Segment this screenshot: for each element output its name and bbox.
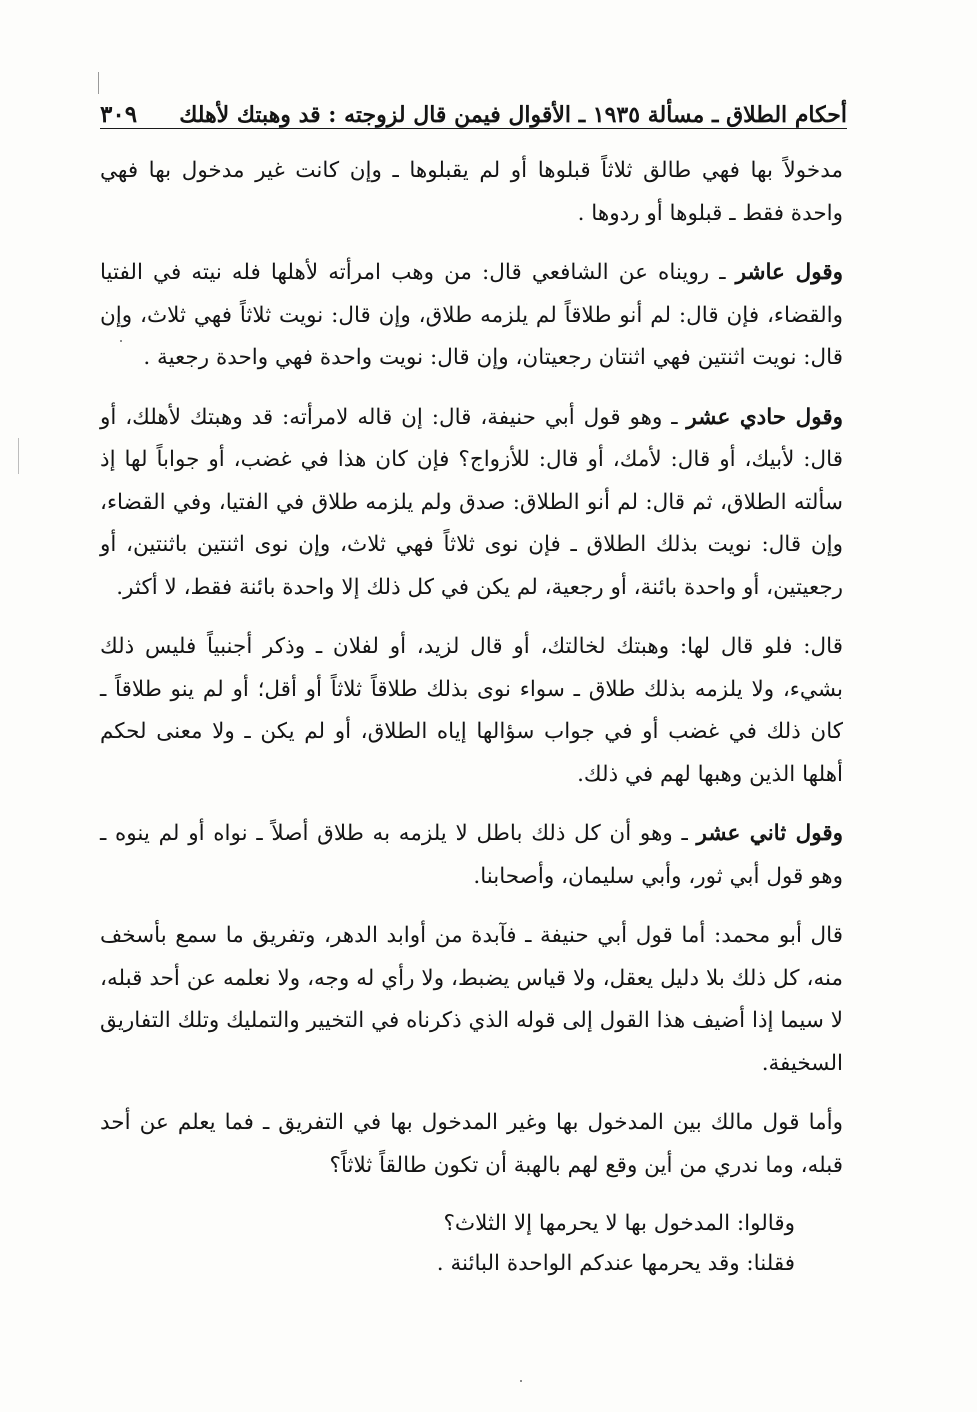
paragraph-text: قال أبو محمد: أما قول أبي حنيفة ـ فآبدة من أوابد الدهر، وتفريق ما سمع بأسخف منه، كل ذلك بلا دليل يعقل، ولا قياس يضبط، ولا رأي له وجه، ولا نعلمه عن أحد قبله، لا سيما إذا أضيف هذا القول إلى قوله الذي ذكرناه في التخيير والتمليك وتلك التفاريق السخيفة.: [100, 923, 843, 1076]
paragraph-text: وأما قول مالك بين المدخول بها وغير المدخول بها في التفريق ـ فما يعلم عن أحد قبله، وما ندري من أين وقع لهم بالهبة أن تكون طالقاً ثلاثاً؟: [100, 1110, 843, 1178]
paragraph-text: ـ وهو قول أبي حنيفة، قال: إن قاله لامرأته: قد وهبتك لأهلك، أو قال: لأبيك، أو قال: لأمك، أو قال: للأزواج؟ فإن كان هذا في غضب، أو جواباً لها إذ سألته الطلاق، ثم قال: لم أنو الطلاق: صدق ولم يلزمه طلاق في الفتيا، وفي القضاء، وإن قال: نويت بذلك الطلاق ـ فإن نوى ثلاثاً فهي ثلاث، وإن نوى اثنتين باثنتين، أو رجعيتين، أو واحدة بائنة، أو رجعية، لم يكن في كل ذلك إلا واحدة بائنة فقط، لا أكثر.: [100, 404, 843, 600]
paragraph-text: ـ وهو أن كل ذلك باطل لا يلزمه به طلاق أصلاً ـ نواه أو لم ينوه ـ وهو قول أبي ثور، وأبي سليمان، وأصحابنا.: [100, 821, 843, 889]
paragraph: [100, 915, 843, 1085]
scan-mark: [18, 438, 19, 474]
scan-mark: [98, 72, 99, 94]
closing-line: وقالوا: المدخول بها لا يحرمها إلا الثلاث؟: [443, 1211, 795, 1236]
closing-line: فقلنا: وقد يحرمها عندكم الواحدة البائنة .: [436, 1251, 795, 1276]
page-number: ٣٠٩: [100, 101, 138, 128]
page-body: [100, 150, 843, 1284]
paragraph-lead: وقول ثاني عشر: [696, 821, 843, 846]
paragraph: [100, 150, 843, 235]
paragraph: [100, 813, 843, 898]
paragraph: [100, 252, 843, 380]
paragraph-text: قال: فلو قال لها: وهبتك لخالتك، أو قال لزيد، أو لفلان ـ وذكر أجنبياً فليس ذلك بشيء، ولا يلزمه بذلك طلاق ـ سواء نوى بذلك طلاقاً ثلاثاً أو أقل؛ أو لم ينو طلاقاً ـ كان ذلك في غضب أو في جواب سؤالها إياه الطلاق، أو لم يكن ـ ولا معنى لحكم أهلها الذين وهبها لهم في ذلك.: [100, 634, 843, 787]
header-rule: [100, 128, 847, 129]
paragraph: [100, 397, 843, 610]
page-header: [100, 84, 847, 128]
scan-speck: [520, 1380, 522, 1382]
paragraph-text: ـ رويناه عن الشافعي قال: من وهب امرأته لأهلها فله نيته في الفتيا والقضاء، فإن قال: لم أنو طلاقاً لم يلزمه طلاق، وإن قال: نويت ثلاثاً فهي ثلاث، وإن قال: نويت اثنتين فهي اثنتان رجعيتان، وإن قال: نويت واحدة فهي واحدة رجعية .: [100, 260, 843, 370]
paragraph: [100, 626, 843, 796]
paragraph: [100, 1102, 843, 1187]
paragraph-text: مدخولاً بها فهي طالق ثلاثاً قبلوها أو لم يقبلوها ـ وإن كانت غير مدخول بها فهي واحدة فقط ـ قبلوها أو ردوها .: [100, 158, 843, 226]
running-title: أحكام الطلاق ـ مسألة ١٩٣٥ ـ الأقوال فيمن قال لزوجته : قد وهبتك لأهلك: [179, 102, 847, 128]
paragraph-lead: وقول حادي عشر: [686, 404, 843, 430]
paragraph-lead: وقول عاشر: [735, 260, 844, 285]
